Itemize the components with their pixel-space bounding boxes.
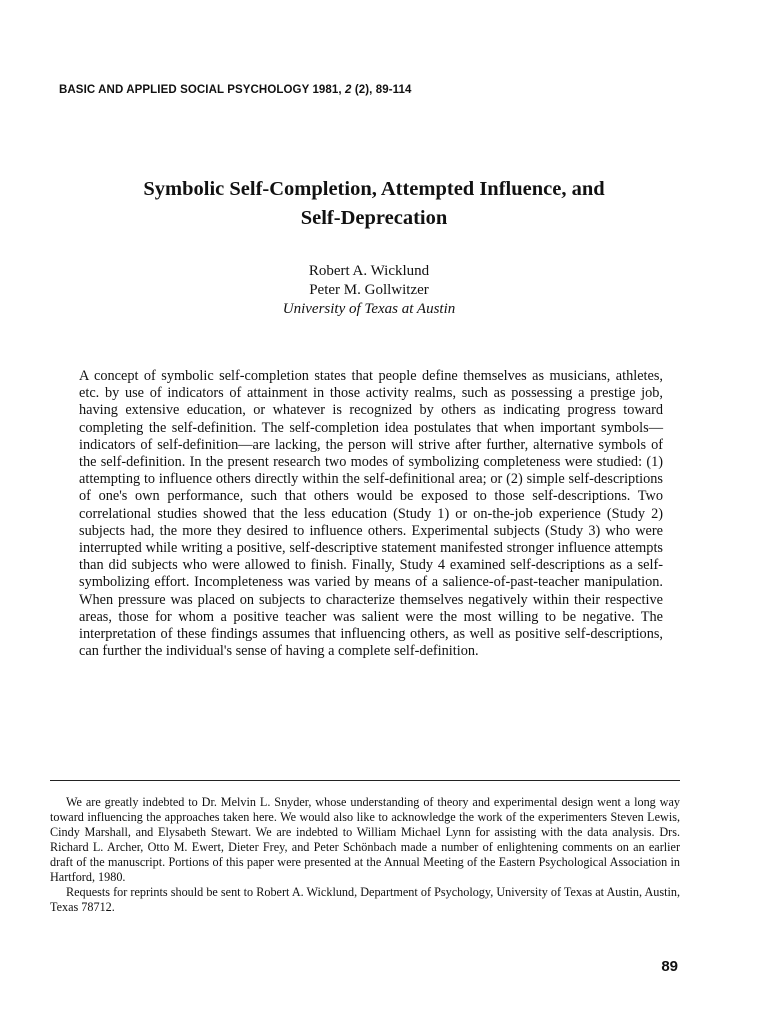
affiliation: University of Texas at Austin xyxy=(282,301,456,317)
footnotes xyxy=(50,795,680,915)
abstract: A concept of symbolic self-completion states that people define themselves as musicians, athletes, etc. by use of indicators of attainment in those activity realms, such as possessing a prestige job, having extensive education, or whatever is recognized by others as indicating progress toward completing the self-definition. The self-completion idea postulates that when important symbols—indicators of self-definition—are lacking, the person will strive after further, alternative symbols of the self-definition. In the present research two modes of symbolizing completeness were studied: (1) attempting to influence others directly within the self-definitional area; or (2) simple self-descriptions of one's own performance, such that others would be exposed to those self-descriptions. Two correlational studies showed that the less education (Study 1) or on-the-job experience (Study 2) subjects had, the more they desired to influence others. Experimental subjects (Study 3) who were interrupted while writing a positive, self-descriptive statement manifested stronger influence attempts than did subjects who were allowed to finish. Finally, Study 4 examined self-descriptions as a self-symbolizing effort. Incompleteness was varied by means of a salience-of-past-teacher manipulation. When pressure was placed on subjects to characterize themselves negatively within their respective areas, those for whom a positive teacher was salient were the most willing to be negative. The interpretation of these findings assumes that influencing others, as well as positive self-descriptions, can further the individual's sense of having a complete self-definition. xyxy=(79,368,663,660)
footnote-divider xyxy=(50,780,680,781)
journal-name: BASIC AND APPLIED SOCIAL PSYCHOLOGY 1981, xyxy=(59,84,342,96)
title-line-1: Symbolic Self-Completion, Attempted Influence, and xyxy=(143,178,605,200)
author-2: Peter M. Gollwitzer xyxy=(309,282,429,298)
title-line-2: Self-Deprecation xyxy=(300,207,448,229)
acknowledgment-footnote: We are greatly indebted to Dr. Melvin L. Snyder, whose understanding of theory and experimental design went a long way toward influencing the approaches taken here. We would also like to acknowledge the work of the experimenters Steven Lewis, Cindy Marshall, and Elysabeth Stewart. We are indebted to William Michael Lynn for assisting with the data analysis. Drs. Richard L. Archer, Otto M. Ewert, Dieter Frey, and Peter Schönbach made a number of enlightening comments on an earlier draft of the manuscript. Portions of this paper were presented at the Annual Meeting of the Eastern Psychological Association in Hartford, 1980. xyxy=(50,795,680,884)
reprints-footnote: Requests for reprints should be sent to Robert A. Wicklund, Department of Psychology, University of Texas at Austin, Austin, Texas 78712. xyxy=(50,885,680,914)
author-block xyxy=(0,262,738,319)
journal-volume: 2 xyxy=(345,84,352,96)
author-1: Robert A. Wicklund xyxy=(308,263,430,279)
journal-issue-pages: (2), 89-114 xyxy=(354,84,412,96)
journal-citation xyxy=(59,84,412,96)
page-number: 89 xyxy=(661,958,678,975)
article-title xyxy=(40,175,708,233)
